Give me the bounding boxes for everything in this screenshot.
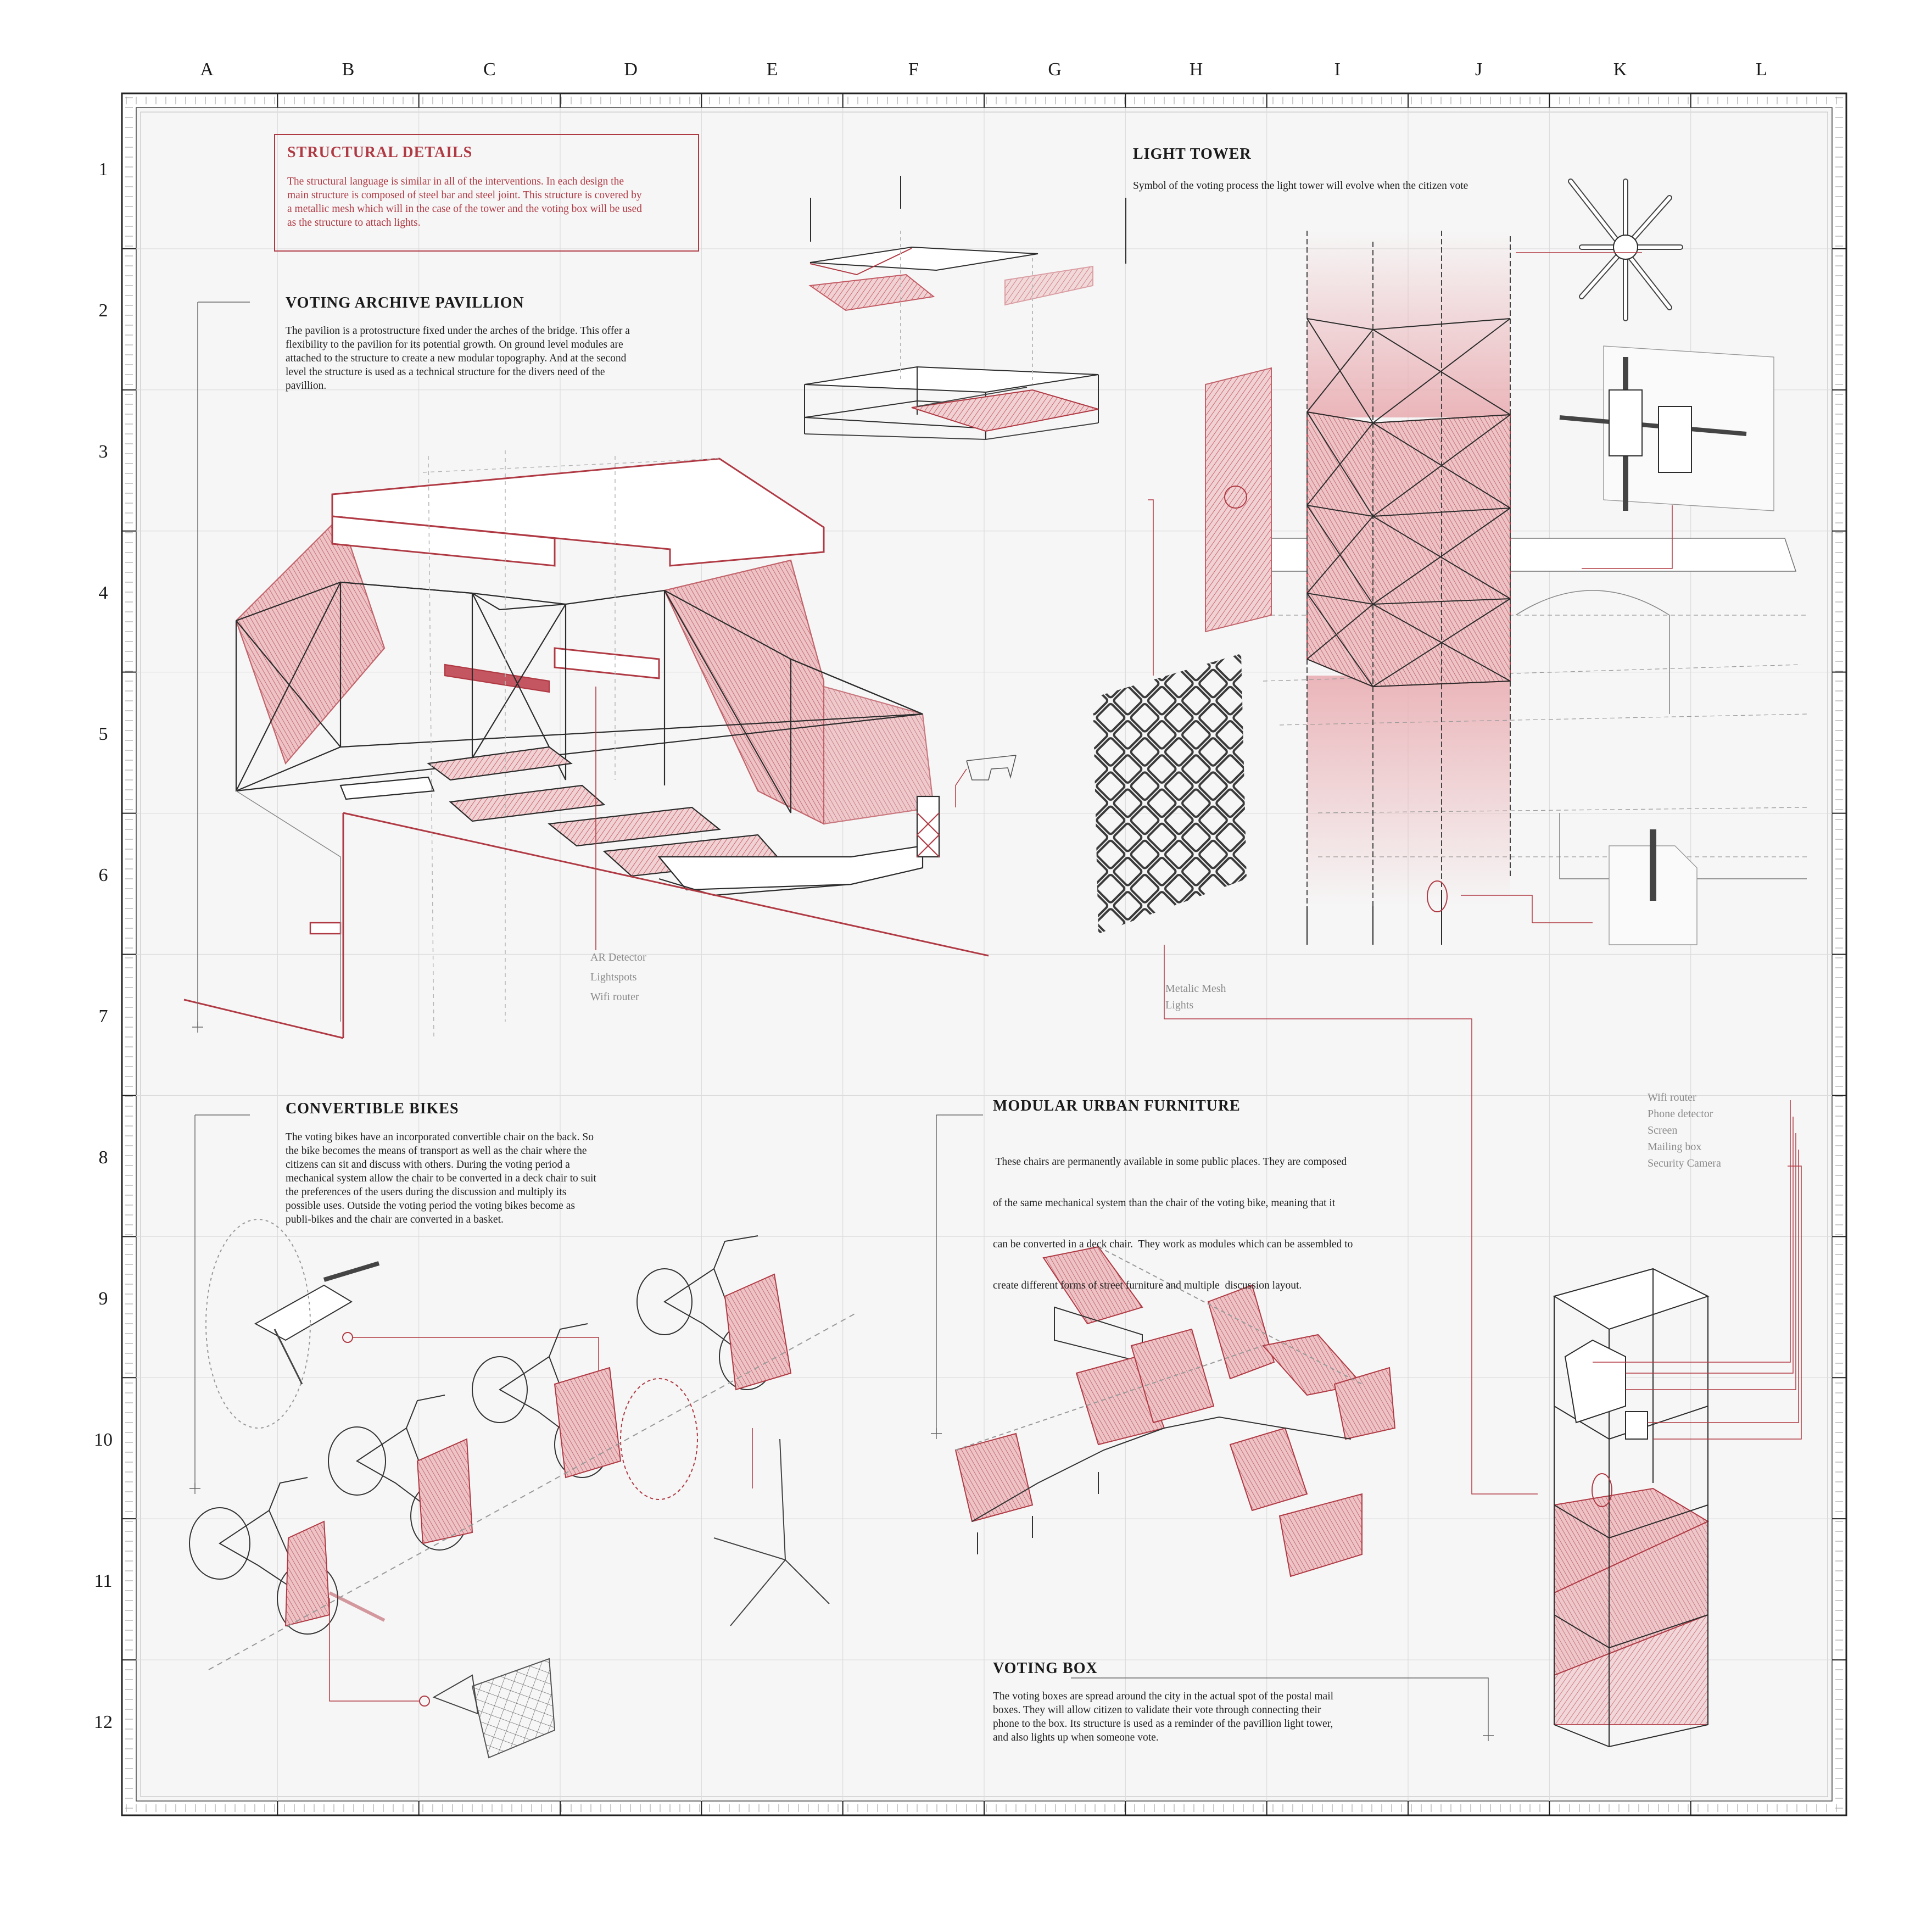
grid-column-label: K (1613, 59, 1627, 80)
grid-column-label: L (1755, 59, 1767, 80)
grid-column-label: H (1189, 59, 1203, 80)
voting-archive-text: The pavilion is a protostructure fixed under the arches of the bridge. This offer a flexibility to the pavilion for its potential growth. On ground level modules are attached to the structure to create a new modular topography. And at the second level the structure is used as a technical structure for the divers need of the pavillion. (286, 325, 630, 392)
voting-box-labels: Wifi router Phone detector Screen Mailing box Security Camera (1648, 1091, 1721, 1169)
structural-details-title: STRUCTURAL DETAILS (287, 144, 473, 161)
grid-column-label: E (766, 59, 778, 80)
grid-column-label: D (624, 59, 638, 80)
grid-row-label: 1 (98, 159, 108, 180)
voting-box-title: VOTING BOX (993, 1660, 1098, 1677)
pavilion-labels: AR Detector Lightspots Wifi router (590, 951, 646, 1003)
modular-furniture-title: MODULAR URBAN FURNITURE (993, 1097, 1241, 1114)
convertible-bikes-text: The voting bikes have an incorporated convertible chair on the back. So the bike becomes the means of transport as well as the chair where the citizens can sit and discuss with others. During the voting period a mechanical system allow the chair to be converted in a deck chair to suit the preferences of the users during the discussion and multiply its possible uses. Outside the voting period the voting bikes become as publi-bikes and the chair are converted in a basket. (286, 1131, 596, 1225)
grid-row-label: 2 (98, 300, 108, 321)
grid-row-label: 3 (98, 442, 108, 462)
grid-row-label: 7 (98, 1006, 108, 1027)
light-tower-text: Symbol of the voting process the light tower will evolve when the citizen vote (1133, 180, 1468, 192)
grid-column-label: G (1048, 59, 1062, 80)
mesh-labels: Metalic Mesh Lights (1165, 983, 1226, 1011)
grid-column-label: C (483, 59, 496, 80)
convertible-bikes-title: CONVERTIBLE BIKES (286, 1100, 459, 1117)
grid-row-label: 6 (98, 865, 108, 886)
modular-furniture-text: These chairs are permanently available in some public places. They are composed of the same mechanical system than the chair of the voting bike, meaning that it can be converted in a deck chair. They work as modules which can be assembled to create different forms of street furniture and multiple discussion layout. (993, 1156, 1353, 1291)
voting-box-text: The voting boxes are spread around the city in the actual spot of the postal mail boxes. They will allow citizen to validate their vote through connecting their phone to the box. Its structure is used as a reminder of the pavillion light tower, and also lights up when someone vote. (993, 1691, 1334, 1743)
voting-archive-title: VOTING ARCHIVE PAVILLION (286, 294, 524, 311)
grid-row-label: 10 (94, 1429, 113, 1450)
structural-details-text: The structural language is similar in all of the interventions. In each design the main structure is composed of steel bar and steel joint. This structure is covered by a metallic mesh which will in the case of the tower and the voting box will be used as the structure to attach lights. (287, 176, 643, 228)
grid-row-label: 9 (98, 1288, 108, 1309)
grid-column-label: F (908, 59, 919, 80)
grid-row-label: 12 (94, 1711, 113, 1732)
grid-row-label: 5 (98, 724, 108, 745)
grid-column-label: A (200, 59, 214, 80)
light-tower-title: LIGHT TOWER (1133, 146, 1252, 163)
grid-row-label: 4 (98, 583, 108, 604)
grid-column-label: J (1475, 59, 1483, 80)
grid-row-label: 11 (94, 1570, 113, 1591)
grid-row-label: 8 (98, 1147, 108, 1168)
grid-column-label: I (1334, 59, 1341, 80)
grid-column-label: B (342, 59, 355, 80)
